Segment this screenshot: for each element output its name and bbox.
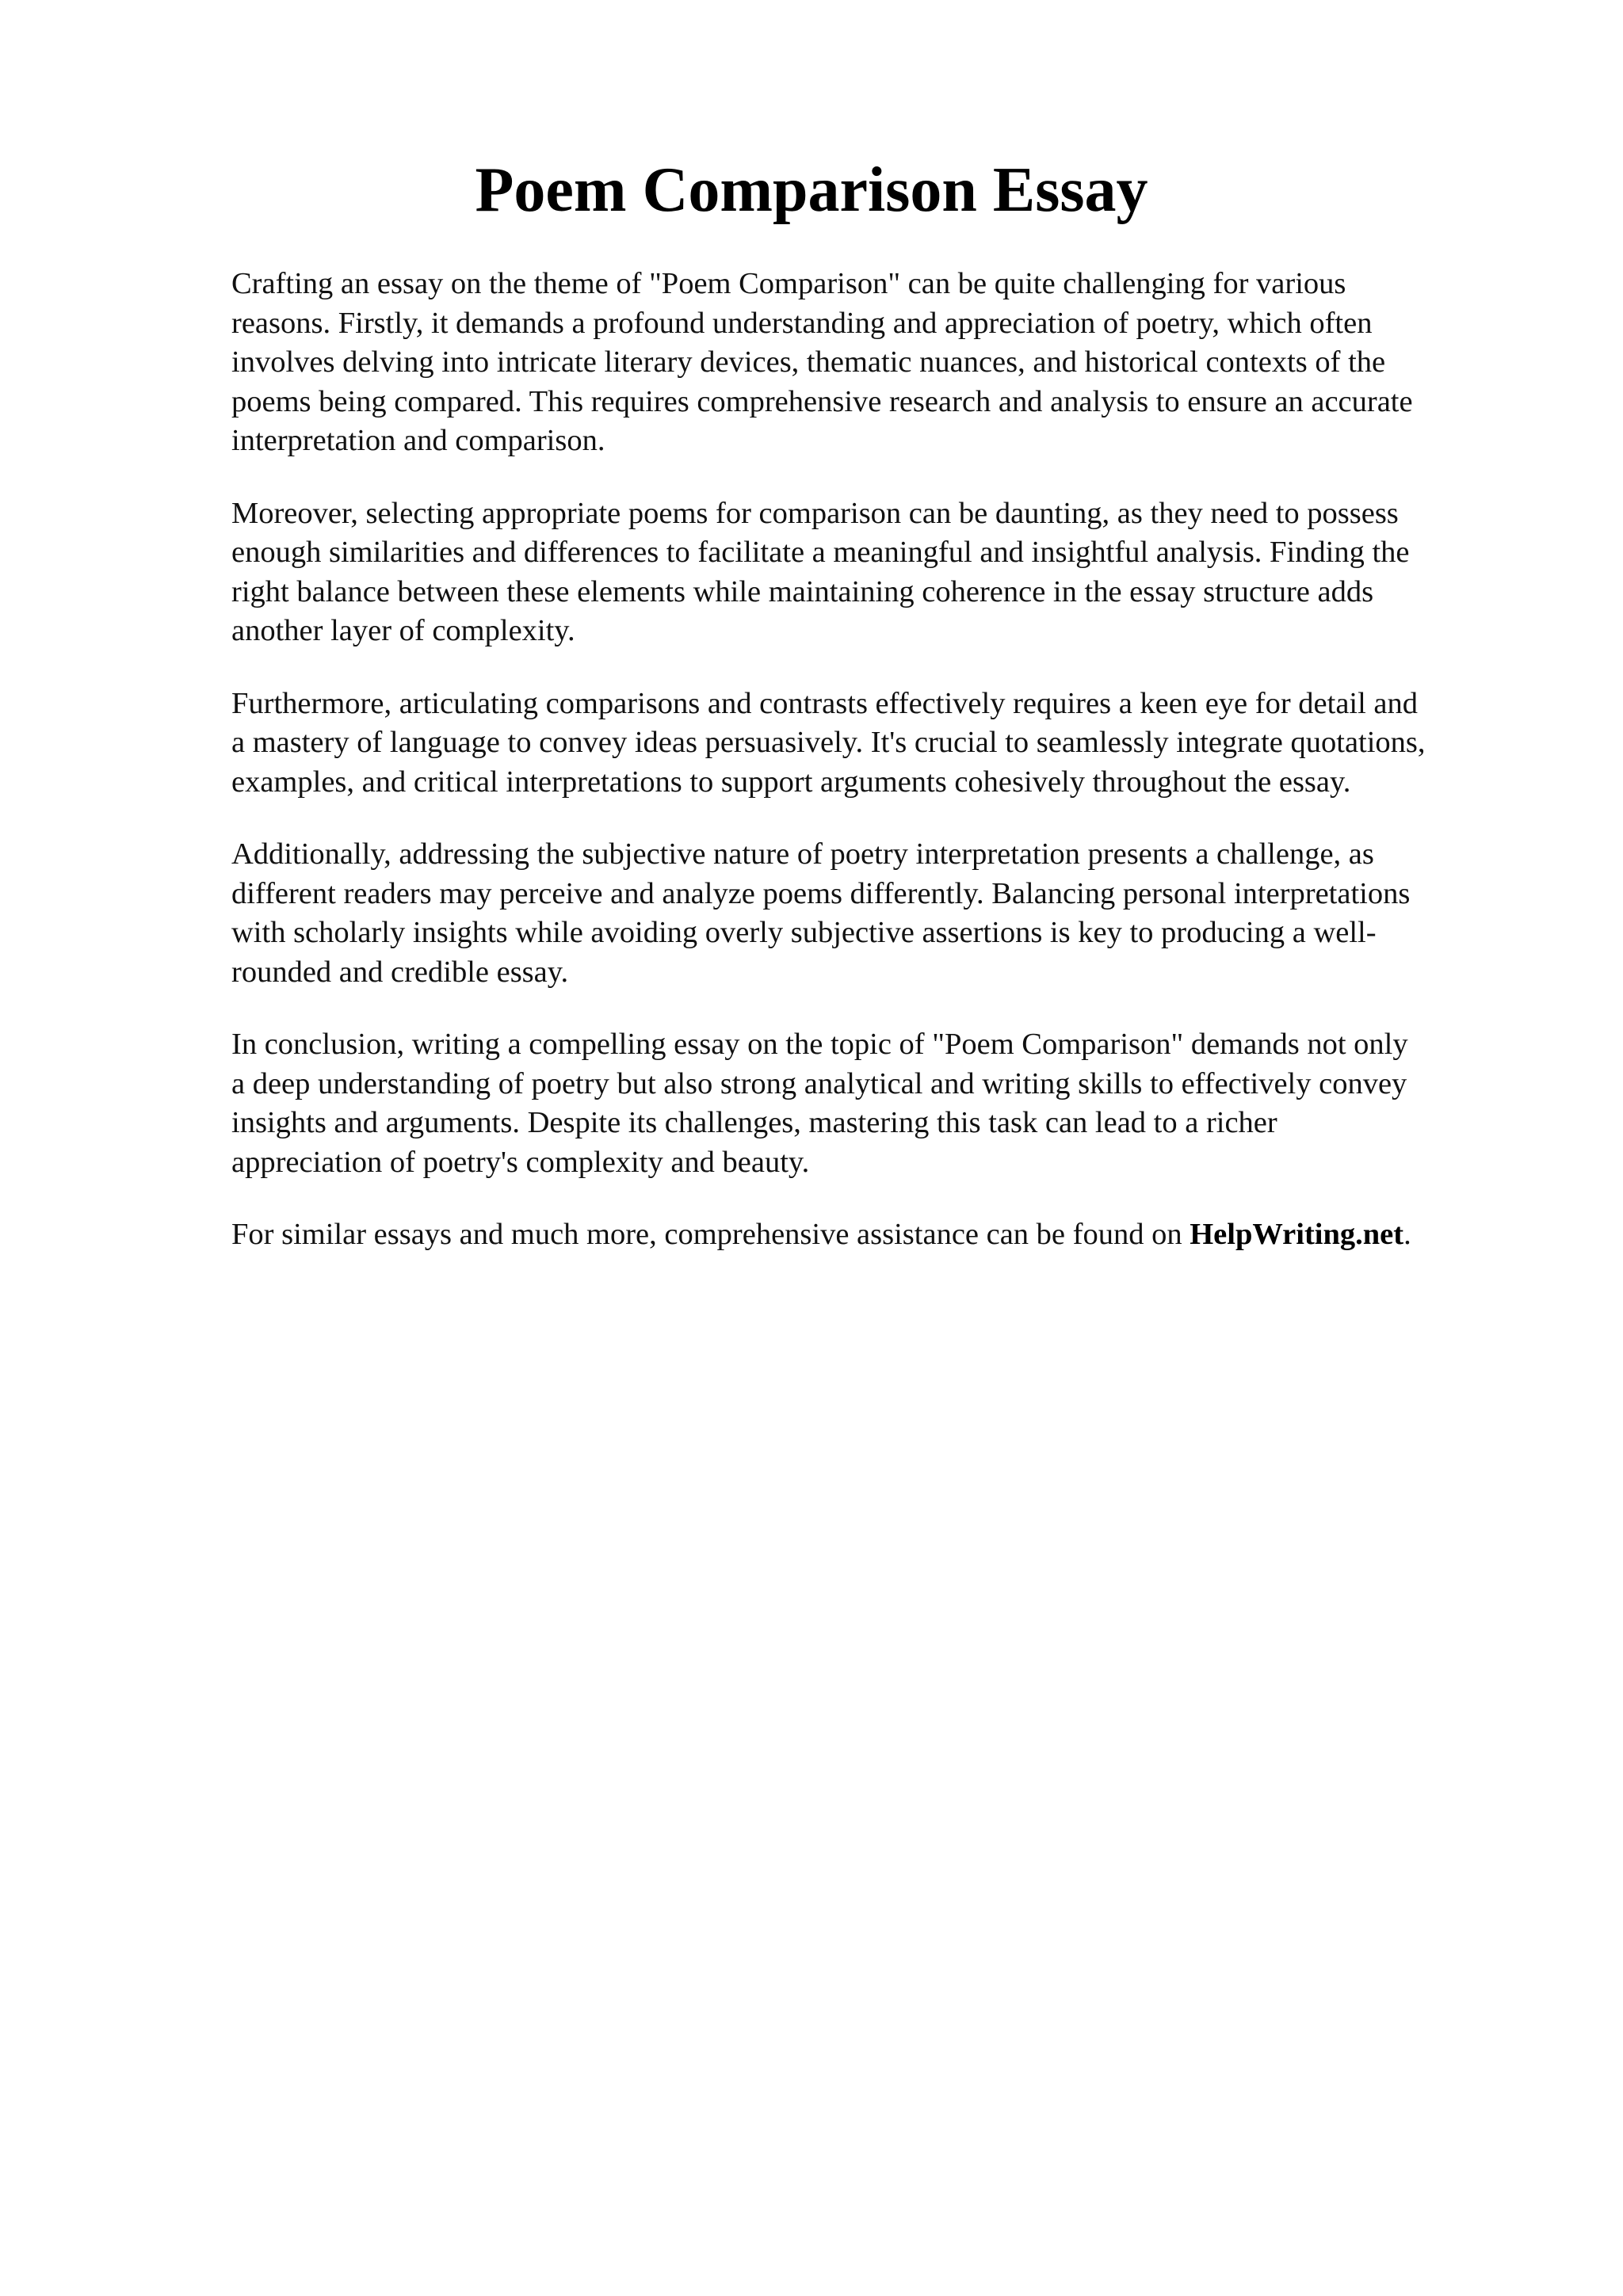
paragraph-line: rounded and credible essay.: [231, 955, 569, 989]
paragraph-line: interpretation and comparison.: [231, 424, 605, 457]
paragraph-line: In conclusion, writing a compelling essay on the topic of "Poem Comparison" demands not only: [231, 1028, 1408, 1061]
paragraph-2: [231, 494, 1531, 651]
paragraph-line: insights and arguments. Despite its challenges, mastering this task can lead to a richer: [231, 1106, 1277, 1139]
paragraph-line: a deep understanding of poetry but also strong analytical and writing skills to effectively convey: [231, 1066, 1407, 1100]
paragraph-line: with scholarly insights while avoiding overly subjective assertions is key to producing a well-: [231, 916, 1377, 949]
paragraph-line: Additionally, addressing the subjective nature of poetry interpretation presents a challenge, as: [231, 837, 1374, 871]
paragraph-line: enough similarities and differences to facilitate a meaningful and insightful analysis. Finding the: [231, 536, 1410, 569]
paragraph-line: another layer of complexity.: [231, 614, 575, 647]
paragraph-4: [231, 835, 1531, 992]
essay-body: [231, 265, 1531, 1288]
paragraph-line: Furthermore, articulating comparisons and contrasts effectively requires a keen eye for detail and: [231, 686, 1419, 720]
paragraph-line: Crafting an essay on the theme of "Poem Comparison" can be quite challenging for various: [231, 267, 1346, 300]
paragraph-3: [231, 685, 1531, 803]
page-title: Poem Comparison Essay: [475, 155, 1148, 225]
paragraph-line: poems being compared. This requires comprehensive research and analysis to ensure an accurate: [231, 384, 1413, 418]
paragraph-line: involves delving into intricate literary devices, thematic nuances, and historical contexts of the: [231, 345, 1386, 379]
paragraph-line: appreciation of poetry's complexity and beauty.: [231, 1145, 810, 1179]
closing-period: .: [1403, 1218, 1411, 1251]
paragraph-line: Moreover, selecting appropriate poems for comparison can be daunting, as they need to possess: [231, 496, 1399, 530]
paragraph-line: right balance between these elements while maintaining coherence in the essay structure adds: [231, 574, 1374, 608]
paragraph-5: [231, 1025, 1531, 1182]
helpwriting-link[interactable]: HelpWriting.net: [1190, 1218, 1404, 1251]
paragraph-line: reasons. Firstly, it demands a profound understanding and appreciation of poetry, which often: [231, 306, 1373, 340]
closing-text: For similar essays and much more, comprehensive assistance can be found on: [231, 1218, 1190, 1251]
paragraph-1: [231, 265, 1531, 461]
paragraph-line: a mastery of language to convey ideas persuasively. It's crucial to seamlessly integrate quotations,: [231, 726, 1426, 759]
paragraph-line: different readers may perceive and analyze poems differently. Balancing personal interpretations: [231, 876, 1411, 910]
paragraph-line: examples, and critical interpretations to support arguments cohesively throughout the essay.: [231, 765, 1351, 799]
closing-paragraph: [231, 1215, 1531, 1255]
